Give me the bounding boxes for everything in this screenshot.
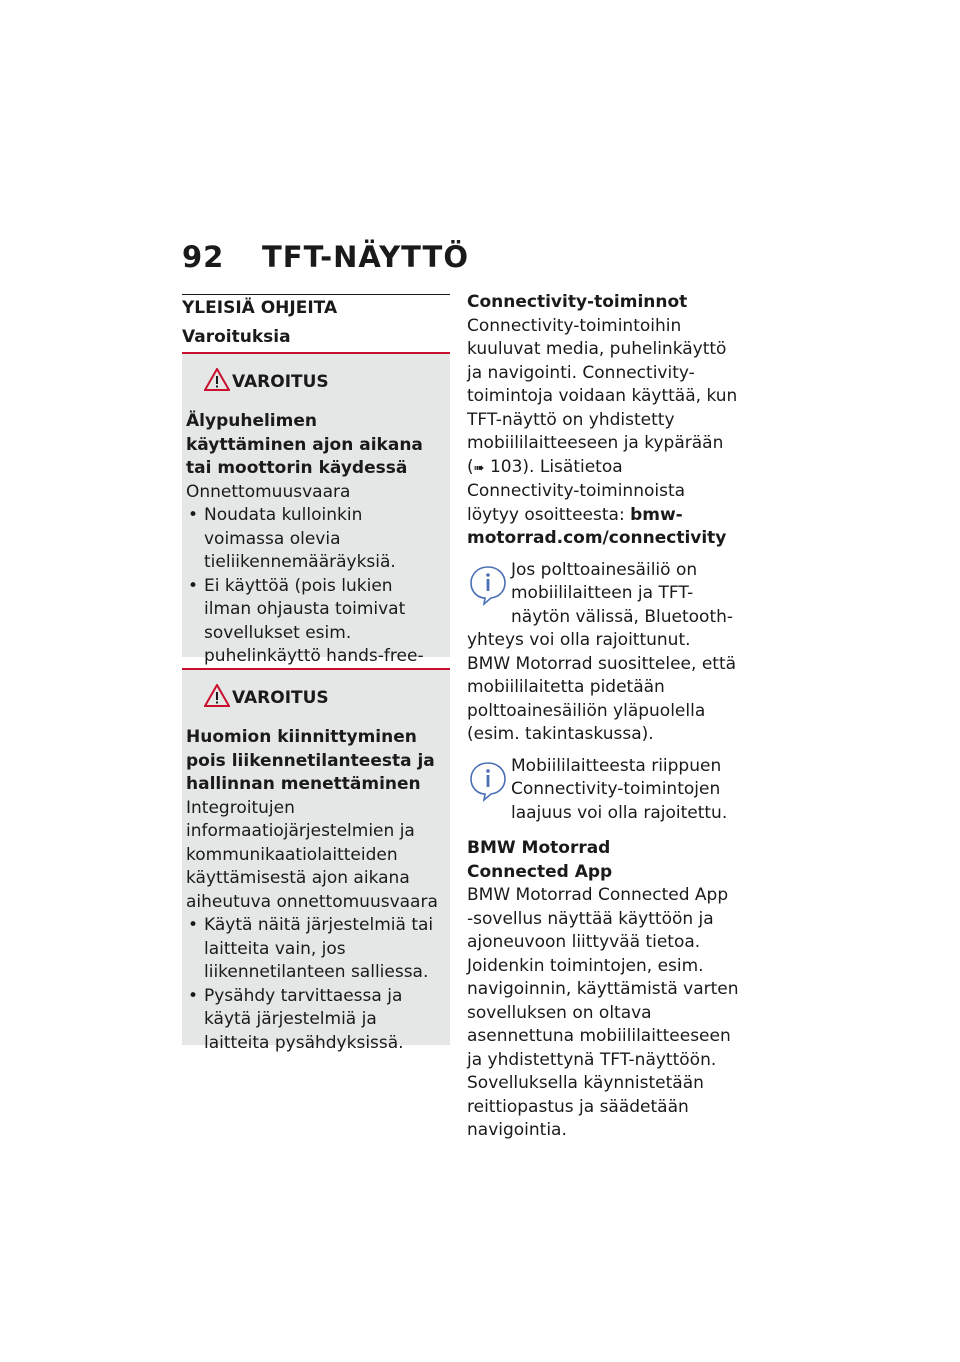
app-heading-line2: Connected App [467, 861, 613, 882]
connectivity-text: Connectivity-toimintoihin kuuluvat media, puhelinkäyttö ja navigointi. Connectivity-toimintoja voidaan käyttää, kun TFT-näyttö on yhdistetty mobiililaitteeseen ja kypärään [467, 315, 738, 453]
note-text: Jos polttoainesäiliö on mobiililaitteen ja TFT-näytön välissä, Bluetooth-yhteys voi olla rajoittunut. BMW Motorrad suosittelee, että mobiililaitetta pidetään polttoainesäiliön yläpuolella (esim. takintaskussa). [467, 559, 737, 744]
section-rule [182, 294, 450, 295]
connectivity-link[interactable]: bmw-motorrad.com/connectivity [467, 504, 727, 548]
page-header [182, 240, 469, 274]
warning-title: Huomion kiinnittyminen pois liikennetilanteesta ja hallinnan menettäminen [186, 727, 435, 794]
warning-bullet: • Pysähdy tarvittaessa ja käytä järjestelmiä ja laitteita pysähdyksissä. [186, 985, 442, 1056]
warning-label: VAROITUS [232, 372, 329, 392]
warning-bullet: • Ei käyttöä (pois lukien ilman ohjausta toimivat sovellukset esim. puhelinkäyttö hands-free- [186, 575, 442, 693]
right-column [467, 291, 739, 1143]
warning-triangle-icon [204, 368, 230, 391]
note-text: Mobiililaitteesta riippuen Connectivity-toimintojen laajuus voi olla rajoitettu. [511, 755, 728, 823]
note-1 [467, 559, 739, 747]
warning-triangle-icon [204, 684, 230, 707]
warning-bullets [186, 504, 442, 692]
app-heading-line1: BMW Motorrad [467, 838, 611, 858]
warning-label: VAROITUS [232, 688, 329, 708]
warning-box-2 [182, 668, 450, 1053]
connectivity-heading: Connectivity-toiminnot [467, 292, 688, 312]
warning-bullet: • Käytä näitä järjestelmiä tai laitteita vain, jos liikennetilanteen salliessa. [186, 914, 442, 985]
connectivity-paragraph: Connectivity-toimintoihin kuuluvat media, puhelinkäyttö ja navigointi. Connectivity-toimintoja voidaan käyttää, kun TFT-näyttö on yhdistetty mobiililaitteeseen ja kypärään (➠ 103). Lisätietoa Connectivity-toiminnoista löytyy osoitteesta: bmw-motorrad.com/connectivity [467, 315, 738, 548]
app-text: BMW Motorrad Connected App -sovellus näyttää käyttöön ja ajoneuvoon liittyvää tietoa. Joidenkin toimintojen, esim. navigoinnin, käyttämistä varten sovelluksen on oltava asennettuna mobiililaitteeseen ja yhdistettynä TFT-näyttöön. Sovelluksella käynnistetään reittiopastus ja säädetään navigointia. [467, 885, 739, 1140]
page-reference: 103 [489, 456, 523, 477]
page-number: 92 [182, 240, 225, 274]
warning-box-1 [182, 352, 450, 666]
warning-title: Älypuhelimen käyttäminen ajon aikana tai moottorin käydessä [186, 411, 423, 478]
info-note-icon [467, 563, 509, 607]
section-title: YLEISIÄ OHJEITA [182, 298, 338, 318]
app-section [467, 837, 739, 1143]
connectivity-more-text: Lisätietoa Connectivity-toiminnoista löytyy osoitteesta: [467, 456, 686, 525]
arrow-reference-icon: ➠ [473, 460, 485, 476]
warning-hazard: Onnettomuusvaara [186, 481, 351, 502]
info-note-icon [467, 759, 509, 803]
note-2 [467, 755, 739, 826]
subsection-title: Varoituksia [182, 327, 291, 347]
warning-bullet: • Noudata kulloinkin voimassa olevia tieliikennemääräyksiä. [186, 504, 442, 575]
warning-hazard: Integroitujen informaatiojärjestelmien ja kommunikaatiolaitteiden käyttämisestä ajon aikana aiheutuva onnettomuusvaara [186, 797, 438, 912]
warning-bullets [186, 914, 442, 1055]
page-title: TFT-NÄYTTÖ [262, 240, 469, 274]
